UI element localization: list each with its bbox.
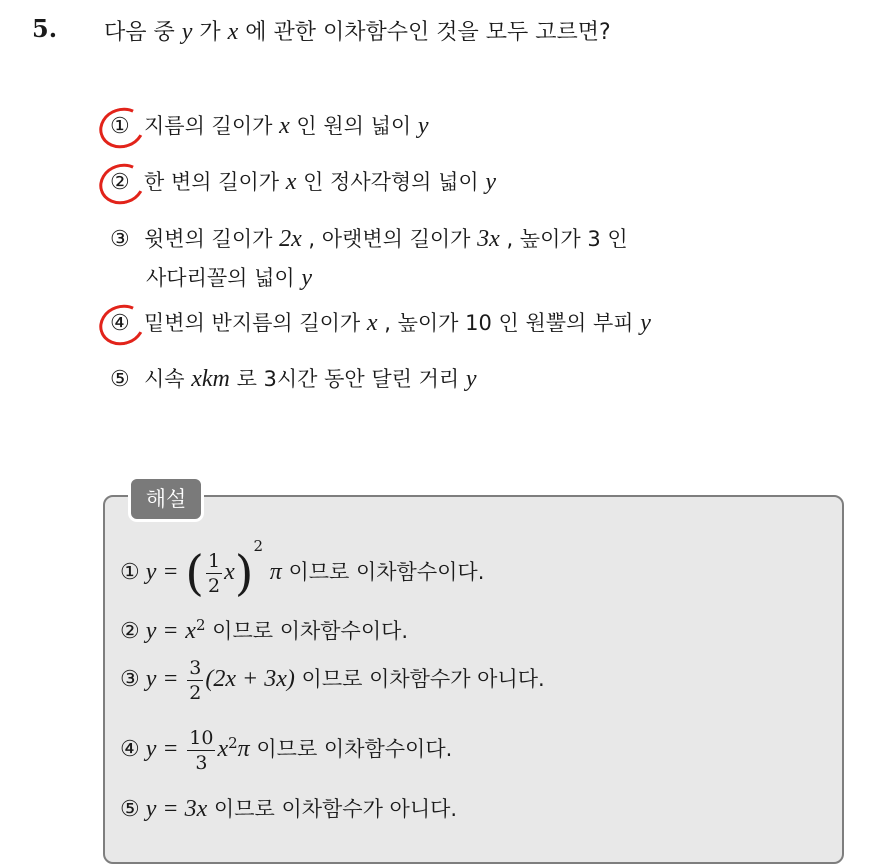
red-circle-annotation-icon [94, 102, 150, 154]
solution-line-4: ④ y = $\frac{10}{3}$ $x^2\pi$ 이므로 이차함수이다. [120, 727, 453, 774]
choice-5[interactable]: ⑤ 시속 xkm 로 3시간 동안 달린 거리 y [110, 366, 477, 392]
choice-marker: ⑤ [110, 367, 130, 392]
choice-1[interactable]: ① 지름의 길이가 x 인 원의 넓이 y [110, 110, 429, 140]
choice-3[interactable]: ③ 윗변의 길이가 2x , 아랫변의 길이가 3x , 높이가 3 인 [110, 226, 628, 252]
fraction: $\frac{3}{2}$ [189, 657, 202, 704]
red-circle-annotation-icon [94, 299, 150, 351]
solution-line-5: ⑤ y = 3x 이므로 이차함수가 아니다. [120, 796, 458, 822]
choice-marker: ① [110, 114, 144, 139]
solution-line-1: ① y = ( $\frac{1}{2}$ x)$^2$ π 이므로 이차함수이다. [120, 537, 485, 602]
red-circle-annotation-icon [94, 158, 150, 210]
solution-line-3: ③ y = $\frac{3}{2}$ (2x + 3x) 이므로 이차함수가 아니다. [120, 657, 545, 704]
fraction: $\frac{1}{2}$ [208, 550, 221, 597]
solution-line-2: ② $y = x^2$ 이므로 이차함수이다. [120, 616, 409, 644]
choice-marker: ③ [110, 227, 130, 252]
solution-label: 해설 [128, 476, 204, 522]
fraction: $\frac{10}{3}$ [189, 727, 214, 774]
question-number: 5. [32, 14, 58, 43]
choice-marker: ④ [110, 311, 144, 336]
choice-2[interactable]: ② 한 변의 길이가 x 인 정사각형의 넓이 y [110, 166, 496, 196]
question-text: 다음 중 y 가 x 에 관한 이차함수인 것을 모두 고르면? [104, 19, 611, 45]
choice-marker: ② [110, 170, 144, 195]
choice-4[interactable]: ④ 밑변의 반지름의 길이가 x , 높이가 10 인 원뿔의 부피 y [110, 307, 651, 337]
choice-3-continuation: 사다리꼴의 넓이 y [146, 265, 313, 291]
